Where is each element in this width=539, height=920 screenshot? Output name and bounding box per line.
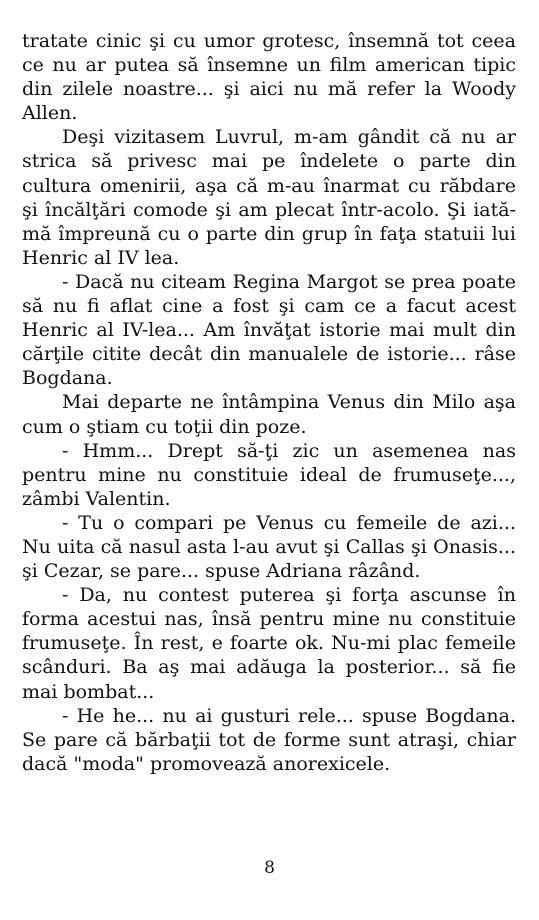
paragraph: Mai departe ne întâmpina Venus din Milo aşa cum o ştiam cu toţii din poze. (22, 391, 516, 438)
paragraph: - Dacă nu citeam Regina Margot se prea poate să nu fi aflat cine a fost şi cam ce a facut acest Henric al IV-lea... Am învăţat istorie mai mult din cărţile citite decât din manualele de istorie... râse Bogdana. (22, 270, 516, 390)
paragraph: - Tu o compari pe Venus cu femeile de azi... Nu uita că nasul asta l-au avut şi Callas şi Onasis... şi Cezar, se pare... spuse Adriana râzând. (22, 511, 516, 583)
paragraph: - He he... nu ai gusturi rele... spuse Bogdana. Se pare că bărbaţii tot de forme sunt atraşi, chiar dacă "moda" promovează anorexicele. (22, 704, 516, 775)
body-text (22, 29, 516, 776)
page-number: 8 (264, 858, 275, 878)
paragraph: tratate cinic şi cu umor grotesc, însemnă tot ceea ce nu ar putea să însemne un film american tipic din zilele noastre... şi aici nu mă refer la Woody Allen. (22, 30, 516, 125)
paragraph: - Hmm... Drept să-ţi zic un asemenea nas pentru mine nu constituie ideal de frumuseţe..., zâmbi Valentin. (22, 439, 516, 510)
paragraph: Deşi vizitasem Luvrul, m-am gândit că nu ar strica să privesc mai pe îndelete o parte din cultura omenirii, aşa că m-au înarmat cu răbdare şi încălţări comode şi am plecat într-acolo. Şi iată-mă împreună cu o parte din grup în faţa statuii lui Henric al IV lea. (22, 126, 516, 269)
paragraph: - Da, nu contest puterea şi forţa ascunse în forma acestui nas, însă pentru mine nu constituie frumuseţe. În rest, e foarte ok. Nu-mi plac femeile scânduri. Ba aş mai adăuga la posterior... să fie mai bombat... (22, 584, 516, 703)
